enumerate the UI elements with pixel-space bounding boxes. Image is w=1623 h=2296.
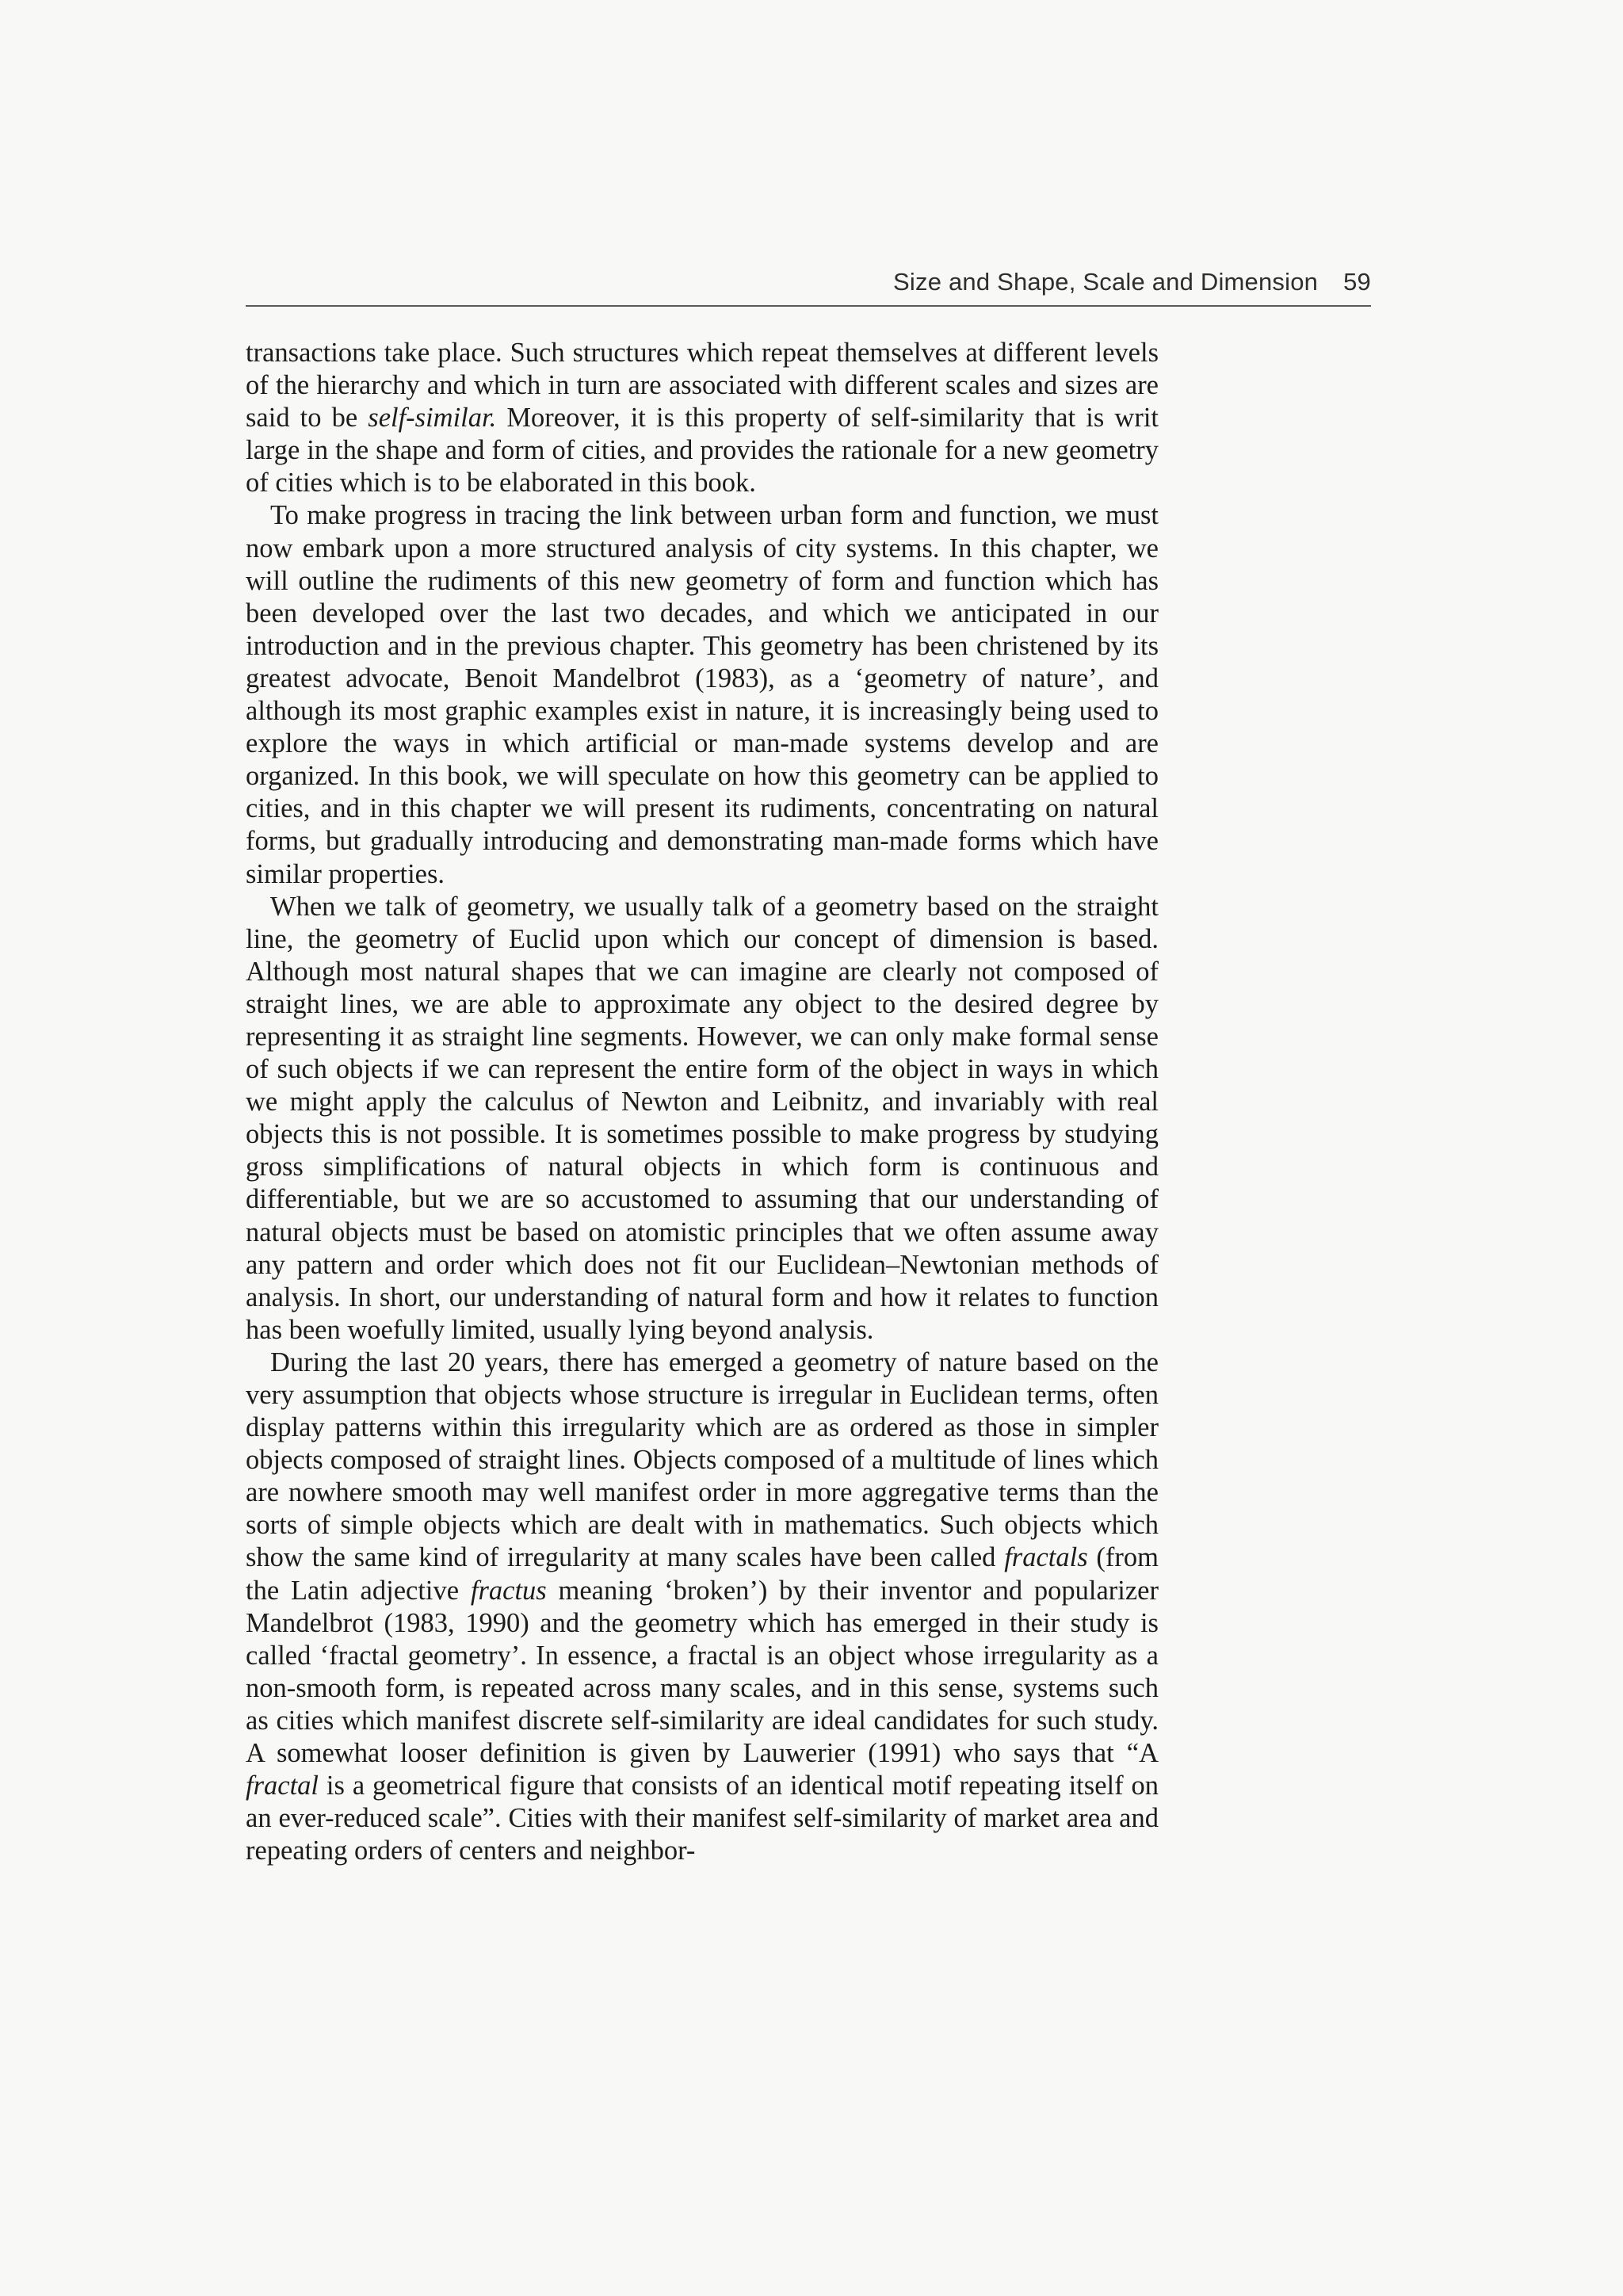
text-run: During the last 20 years, there has emerged a geometry of nature based on the very assumption that objects whose structure is irregular in Euclidean terms, often display patterns within this irregularity which are as ordered as those in simpler objects composed of straight lines. Objects composed of a multitude of lines which are nowhere smooth may well manifest order in more aggregative terms than the sorts of simple objects which are dealt with in mathematics. Such objects which show the same kind of irregularity at many scales have been called xyxy=(246,1347,1159,1573)
italic-text: self-similar. xyxy=(368,403,497,434)
paragraph xyxy=(246,499,1159,890)
text-run: Moreover, it is this property of self-similarity that is writ large in the shape and form of cities, and provides the rationale for a new geometry of cities which is to be elaborated in this book. xyxy=(246,403,1159,499)
italic-text: fractals xyxy=(1004,1542,1088,1573)
italic-text: fractus xyxy=(470,1575,547,1606)
paragraph xyxy=(246,337,1159,499)
running-head xyxy=(246,268,1371,308)
header-rule xyxy=(246,305,1371,307)
text-run: When we talk of geometry, we usually talk of a geometry based on the straight line, the geometry of Euclid upon which our concept of dimension is based. Although most natural shapes that we can imagine are clearly not composed of straight lines, we are able to approximate any object to the desired degree by representing it as straight line segments. However, we can only make formal sense of such objects if we can represent the entire form of the object in ways in which we might apply the calculus of Newton and Leibnitz, and invariably with real objects this is not possible. It is sometimes possible to make progress by studying gross simplifications of natural objects in which form is continuous and differentiable, but we are so accustomed to assuming that our understanding of natural objects must be based on atomistic principles that we often assume away any pattern and order which does not fit our Euclidean–Newtonian methods of analysis. In short, our understanding of natural form and how it relates to function has been woefully limited, usually lying beyond analysis. xyxy=(246,891,1159,1345)
body-text xyxy=(246,337,1159,1867)
italic-text: fractal xyxy=(246,1771,319,1801)
running-title: Size and Shape, Scale and Dimension xyxy=(893,268,1319,296)
page-number: 59 xyxy=(1343,268,1371,296)
text-run: transactions take place. Such structures which repeat themselves at different levels of the hierarchy and which in turn are associated with different scales and sizes are said to be xyxy=(246,338,1159,434)
paragraph xyxy=(246,1347,1159,1868)
text-run: To make progress in tracing the link between urban form and function, we must now embark upon a more structured analysis of city systems. In this chapter, we will outline the rudiments of this new geometry of form and function which has been developed over the last two decades, and which we anticipated in our introduction and in the previous chapter. This geometry has been christened by its greatest advocate, Benoit Mandelbrot (1983), as a ‘geometry of nature’, and although its most graphic examples exist in nature, it is increasingly being used to explore the ways in which artificial or man-made systems develop and are organized. In this book, we will speculate on how this geometry can be applied to cities, and in this chapter we will present its rudiments, concentrating on natural forms, but gradually introducing and demonstrating man-made forms which have similar properties. xyxy=(246,500,1159,889)
text-run: is a geometrical figure that consists of an identical motif repeating itself on an ever-reduced scale”. Cities with their manifest self-similarity of market area and repeating orders of centers and neighbor- xyxy=(246,1771,1159,1866)
paragraph xyxy=(246,891,1159,1347)
text-run: meaning ‘broken’) by their inventor and popularizer Mandelbrot (1983, 1990) and the geometry which has emerged in their study is called ‘fractal geometry’. In essence, a fractal is an object whose irregularity as a non-smooth form, is repeated across many scales, and in this sense, systems such as cities which manifest discrete self-similarity are ideal candidates for such study. A somewhat looser definition is given by Lauwerier (1991) who says that “A xyxy=(246,1575,1159,1769)
text-run: (from the Latin adjective xyxy=(246,1542,1159,1606)
